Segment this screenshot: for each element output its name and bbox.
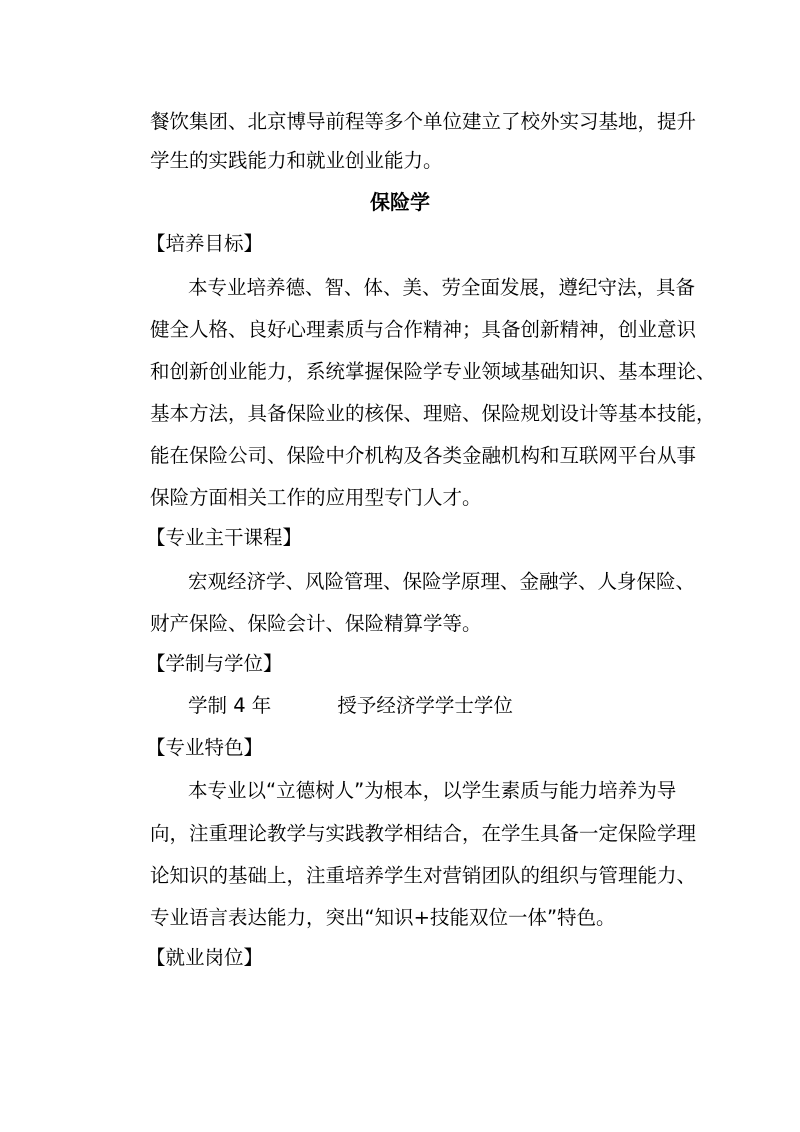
courses-heading: 【专业主干课程】 — [146, 526, 303, 549]
features-heading: 【专业特色】 — [146, 736, 264, 759]
goal-line-3: 和创新创业能力，系统掌握保险学专业领域基础知识、基本理论、 — [150, 360, 716, 383]
goal-line-1: 本专业培养德、智、体、美、劳全面发展，遵纪守法，具备 — [188, 276, 696, 299]
goal-heading: 【培养目标】 — [146, 232, 264, 255]
features-line-2: 向，注重理论教学与实践教学相结合，在学生具备一定保险学理 — [150, 822, 697, 845]
goal-line-2: 健全人格、良好心理素质与合作精神；具备创新精神，创业意识 — [150, 318, 697, 341]
degree-heading: 【学制与学位】 — [146, 652, 283, 675]
jobs-heading: 【就业岗位】 — [146, 946, 264, 969]
goal-line-5: 能在保险公司、保险中介机构及各类金融机构和互联网平台从事 — [150, 444, 697, 467]
intro-line-2: 学生的实践能力和就业创业能力。 — [150, 149, 443, 172]
goal-line-6: 保险方面相关工作的应用型专门人才。 — [150, 486, 482, 509]
features-line-4: 专业语言表达能力，突出“知识+技能双位一体”特色。 — [150, 906, 616, 929]
major-title: 保险学 — [370, 190, 430, 214]
degree-duration: 学制 4 年 — [188, 694, 272, 717]
courses-line-1: 宏观经济学、风险管理、保险学原理、金融学、人身保险、 — [188, 570, 696, 593]
courses-line-2: 财产保险、保险会计、保险精算学等。 — [150, 612, 482, 635]
degree-line — [188, 693, 513, 719]
features-line-3: 论知识的基础上，注重培养学生对营销团队的组织与管理能力、 — [150, 864, 697, 887]
features-line-1: 本专业以“立德树人”为根本，以学生素质与能力培养为导 — [188, 779, 677, 802]
intro-line-1: 餐饮集团、北京博导前程等多个单位建立了校外实习基地，提升 — [150, 110, 697, 133]
goal-line-4: 基本方法，具备保险业的核保、理赔、保险规划设计等基本技能， — [150, 402, 716, 425]
degree-award: 授予经济学学士学位 — [337, 694, 513, 717]
